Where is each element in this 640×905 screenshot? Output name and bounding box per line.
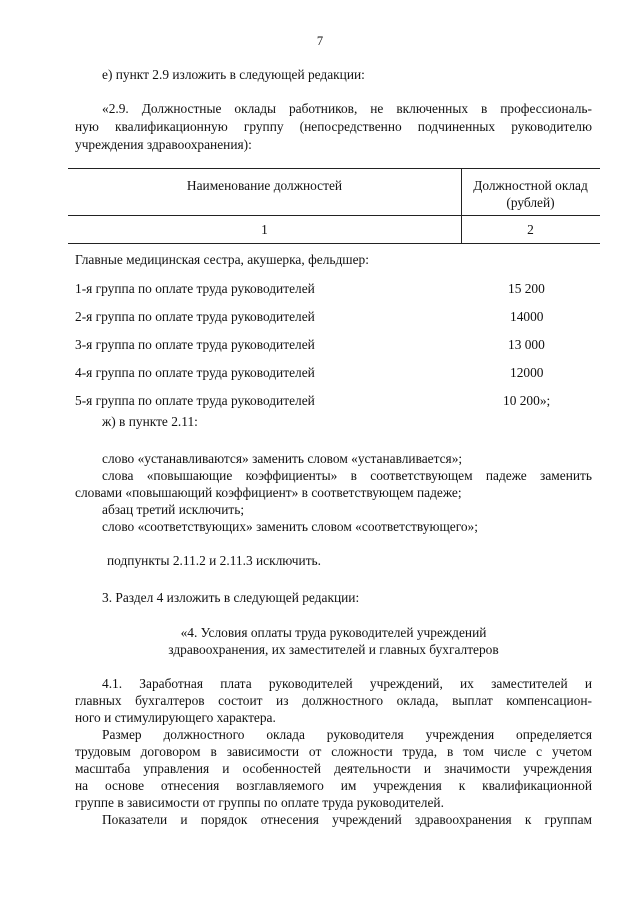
p41-line-1: 4.1. Заработная плата руководителей учреждений, их заместителей и <box>102 676 592 691</box>
item-2-9-line-3: учреждения здравоохранения): <box>75 137 252 152</box>
table-colnum-1: 1 <box>261 222 268 237</box>
p-size-line-3: масштаба управления и особенностей деятельности и значимости учреждения <box>75 761 592 776</box>
item-e: е) пункт 2.9 изложить в следующей редакции: <box>102 67 365 82</box>
zh-line-4: абзац третий исключить; <box>102 502 245 517</box>
table-row-name: 5-я группа по оплате труда руководителей <box>75 393 315 408</box>
table-colnum-2: 2 <box>527 222 534 237</box>
table-header-position: Наименование должностей <box>186 178 343 193</box>
p-size-line-4: на основе отнесения возглавляемого им учреждения к квалификационной <box>75 778 592 793</box>
p-size-line-1: Размер должностного оклада руководителя учреждения определяется <box>102 727 592 742</box>
item-zh: ж) в пункте 2.11: <box>102 414 198 429</box>
subitems-exclude: подпункты 2.11.2 и 2.11.3 исключить. <box>107 553 322 568</box>
table-row-name: 4-я группа по оплате труда руководителей <box>75 365 315 380</box>
p41-line-3: ного и стимулирующего характера. <box>75 710 276 725</box>
table-top-border <box>68 168 600 169</box>
table-row-value: 10 200»; <box>503 393 551 408</box>
table-row-name: 1-я группа по оплате труда руководителей <box>75 281 315 296</box>
table-row-value: 13 000 <box>508 337 545 352</box>
table-row-name: 2-я группа по оплате труда руководителей <box>75 309 315 324</box>
p41-line-2: главных бухгалтеров состоит из должностного оклада, выплат компенсацион- <box>75 693 592 708</box>
table-header-salary-line-2: (рублей) <box>506 195 555 210</box>
item-2-9-line-1: «2.9. Должностные оклады работников, не включенных в профессиональ- <box>102 101 592 116</box>
item-2-9-line-2: ную квалификационную группу (непосредственно подчиненных руководителю <box>75 119 592 134</box>
p-size-line-2: трудовым договором в зависимости от сложности труда, в том числе с учетом <box>75 744 592 759</box>
zh-line-5: слово «соответствующих» заменить словом «соответствующего»; <box>102 519 478 534</box>
zh-line-2: слова «повышающие коэффициенты» в соответствующем падеже заменить <box>102 468 592 483</box>
p-last-line: Показатели и порядок отнесения учреждений здравоохранения к группам <box>102 812 592 827</box>
table-row-value: 14000 <box>510 309 544 324</box>
zh-line-1: слово «устанавливаются» заменить словом «устанавливается»; <box>102 451 463 466</box>
page-number: 7 <box>316 34 324 48</box>
table-header-border <box>68 215 600 216</box>
zh-line-3: словами «повышающий коэффициент» в соответствующем падеже; <box>75 485 462 500</box>
table-row-name: 3-я группа по оплате труда руководителей <box>75 337 315 352</box>
section-4-title-line-2: здравоохранения, их заместителей и главных бухгалтеров <box>168 642 499 657</box>
table-colnum-border <box>68 243 600 244</box>
table-row-value: 15 200 <box>508 281 545 296</box>
table-header-salary-line-1: Должностной оклад <box>473 178 588 193</box>
table-section-label: Главные медицинская сестра, акушерка, фельдшер: <box>75 252 369 267</box>
p-size-line-5: группе в зависимости от группы по оплате труда руководителей. <box>75 795 444 810</box>
table-row-value: 12000 <box>510 365 544 380</box>
section-4-title-line-1: «4. Условия оплаты труда руководителей учреждений <box>180 625 487 640</box>
section-3-heading: 3. Раздел 4 изложить в следующей редакции: <box>102 590 360 605</box>
